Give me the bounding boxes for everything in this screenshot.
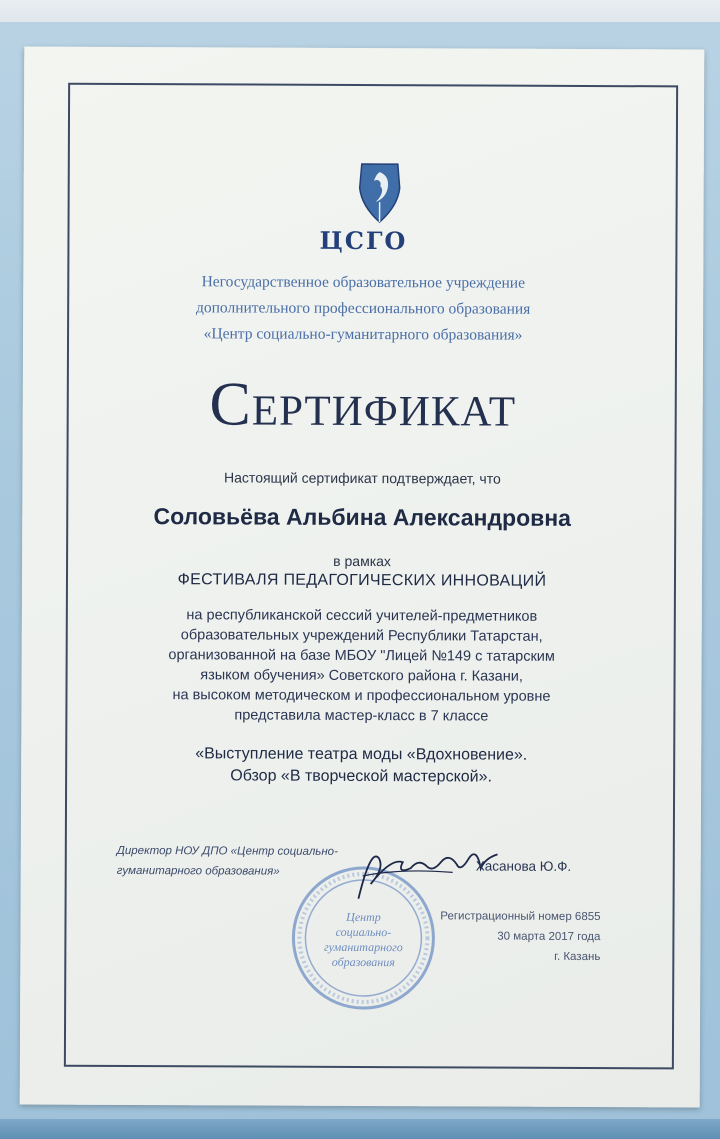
festival-title: ФЕСТИВАЛЯ ПЕДАГОГИЧЕСКИХ ИННОВАЦИЙ — [177, 571, 547, 590]
registration-number: Регистрационный номер 6855 — [440, 910, 601, 924]
background-bottom-strip — [0, 1119, 720, 1139]
certificate-title: Сертификат — [209, 370, 517, 440]
confirm-text: Настоящий сертификат подтверждает, что — [224, 469, 501, 487]
organization-line-1: Негосударственное образовательное учреждение — [201, 273, 526, 292]
director-title-line-2: гуманитарного образования» — [116, 864, 280, 878]
organization-line-3: «Центр социально-гуманитарного образования» — [203, 325, 523, 344]
certificate-paper — [20, 47, 705, 1108]
performance-line-2: Обзор «В творческой мастерской». — [230, 767, 492, 786]
performance-line-1: «Выступление театра моды «Вдохновение». — [195, 745, 528, 764]
body-line-6: представила мастер-класс в 7 классе — [234, 707, 489, 725]
logo-text: ЦСГО — [319, 225, 408, 256]
director-name: Хасанова Ю.Ф. — [475, 858, 572, 874]
background-top-strip — [0, 0, 720, 22]
within-text: в рамках — [333, 552, 391, 570]
stamp-text-4: образования — [331, 954, 395, 970]
director-title-line-1: Директор НОУ ДПО «Центр социально- — [116, 844, 338, 858]
organization-line-2: дополнительного профессионального образования — [195, 299, 531, 318]
registration-date: 30 марта 2017 года — [497, 930, 601, 944]
body-line-5: на высоком методическом и профессиональном уровне — [172, 687, 551, 705]
stamp-text-3: гуманитарного — [323, 939, 403, 955]
registration-city: г. Казань — [554, 950, 601, 964]
body-line-2: образовательных учреждений Республики Татарстан, — [180, 627, 543, 645]
stamp-text-1: Центр — [346, 909, 381, 925]
body-line-4: языком обучения» Советского района г. Казани, — [200, 667, 523, 685]
stamp-text-2: социально- — [335, 924, 392, 940]
body-line-3: организованной на базе МБОУ "Лицей №149 с татарским — [168, 647, 555, 665]
recipient-name: Соловьёва Альбина Александровна — [153, 503, 572, 531]
body-line-1: на республиканской сессий учителей-предметников — [186, 607, 538, 625]
